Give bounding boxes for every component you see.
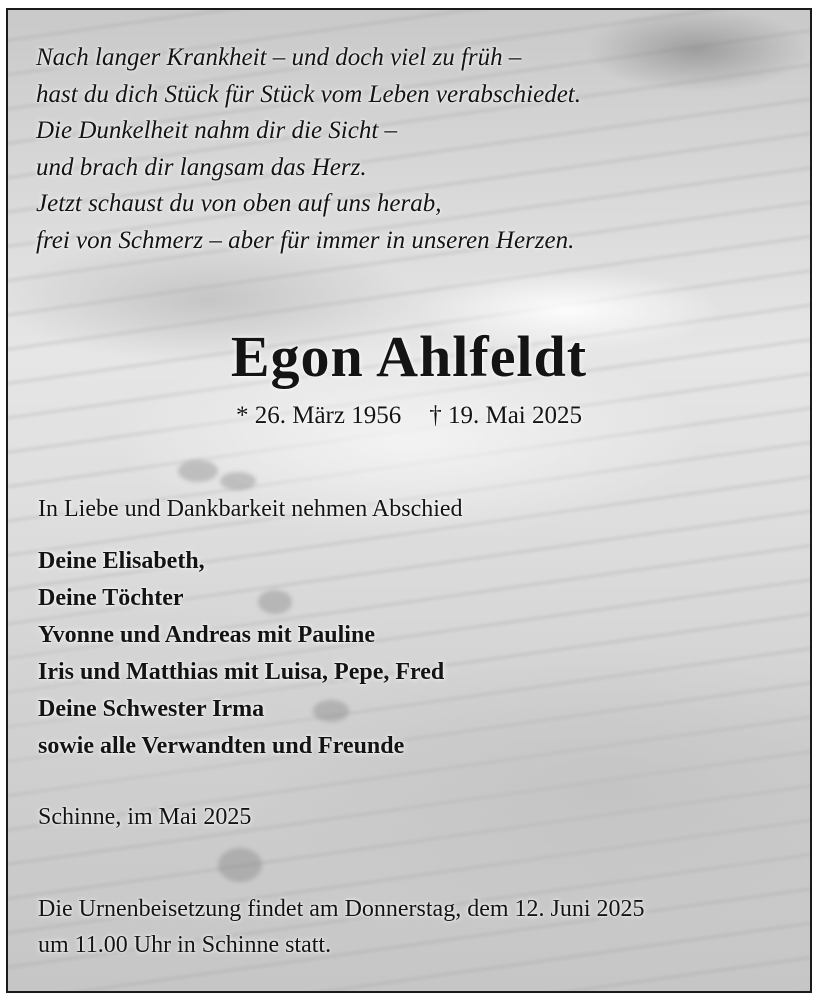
poem-line: und brach dir langsam das Herz.: [36, 153, 367, 181]
farewell-intro: In Liebe und Dankbarkeit nehmen Abschied: [38, 496, 463, 522]
footprint-mark: [220, 472, 256, 490]
mourner-line: Yvonne und Andreas mit Pauline: [38, 622, 375, 648]
birth-date: * 26. März 1956: [235, 402, 402, 429]
poem-line: frei von Schmerz – aber für immer in unseren Herzen.: [36, 226, 575, 254]
poem: [36, 40, 581, 259]
death-date: † 19. Mai 2025: [429, 402, 583, 429]
footprint-mark: [178, 460, 218, 482]
mourner-line: Iris und Matthias mit Luisa, Pepe, Fred: [38, 659, 445, 685]
funeral-info: [38, 891, 645, 963]
poem-line: Jetzt schaust du von oben auf uns herab,: [36, 190, 442, 217]
place-date: Schinne, im Mai 2025: [38, 804, 252, 830]
life-dates: [8, 402, 810, 430]
mourner-line: Deine Töchter: [38, 585, 184, 611]
mourner-line: Deine Schwester Irma: [38, 696, 265, 722]
deceased-name: Egon Ahlfeldt: [230, 324, 588, 389]
footprint-mark: [218, 848, 262, 882]
obituary-notice: [6, 8, 812, 993]
mourner-line: sowie alle Verwandten und Freunde: [38, 733, 405, 759]
mourner-line: Deine Elisabeth,: [38, 548, 205, 574]
poem-line: Nach langer Krankheit – und doch viel zu früh –: [36, 44, 522, 71]
poem-line: Die Dunkelheit nahm dir die Sicht –: [36, 117, 398, 144]
poem-line: hast du dich Stück für Stück vom Leben verabschiedet.: [36, 80, 581, 108]
funeral-line: Die Urnenbeisetzung findet am Donnerstag, dem 12. Juni 2025: [38, 896, 645, 922]
funeral-line: um 11.00 Uhr in Schinne statt.: [38, 932, 332, 958]
mourners-list: [38, 543, 444, 765]
